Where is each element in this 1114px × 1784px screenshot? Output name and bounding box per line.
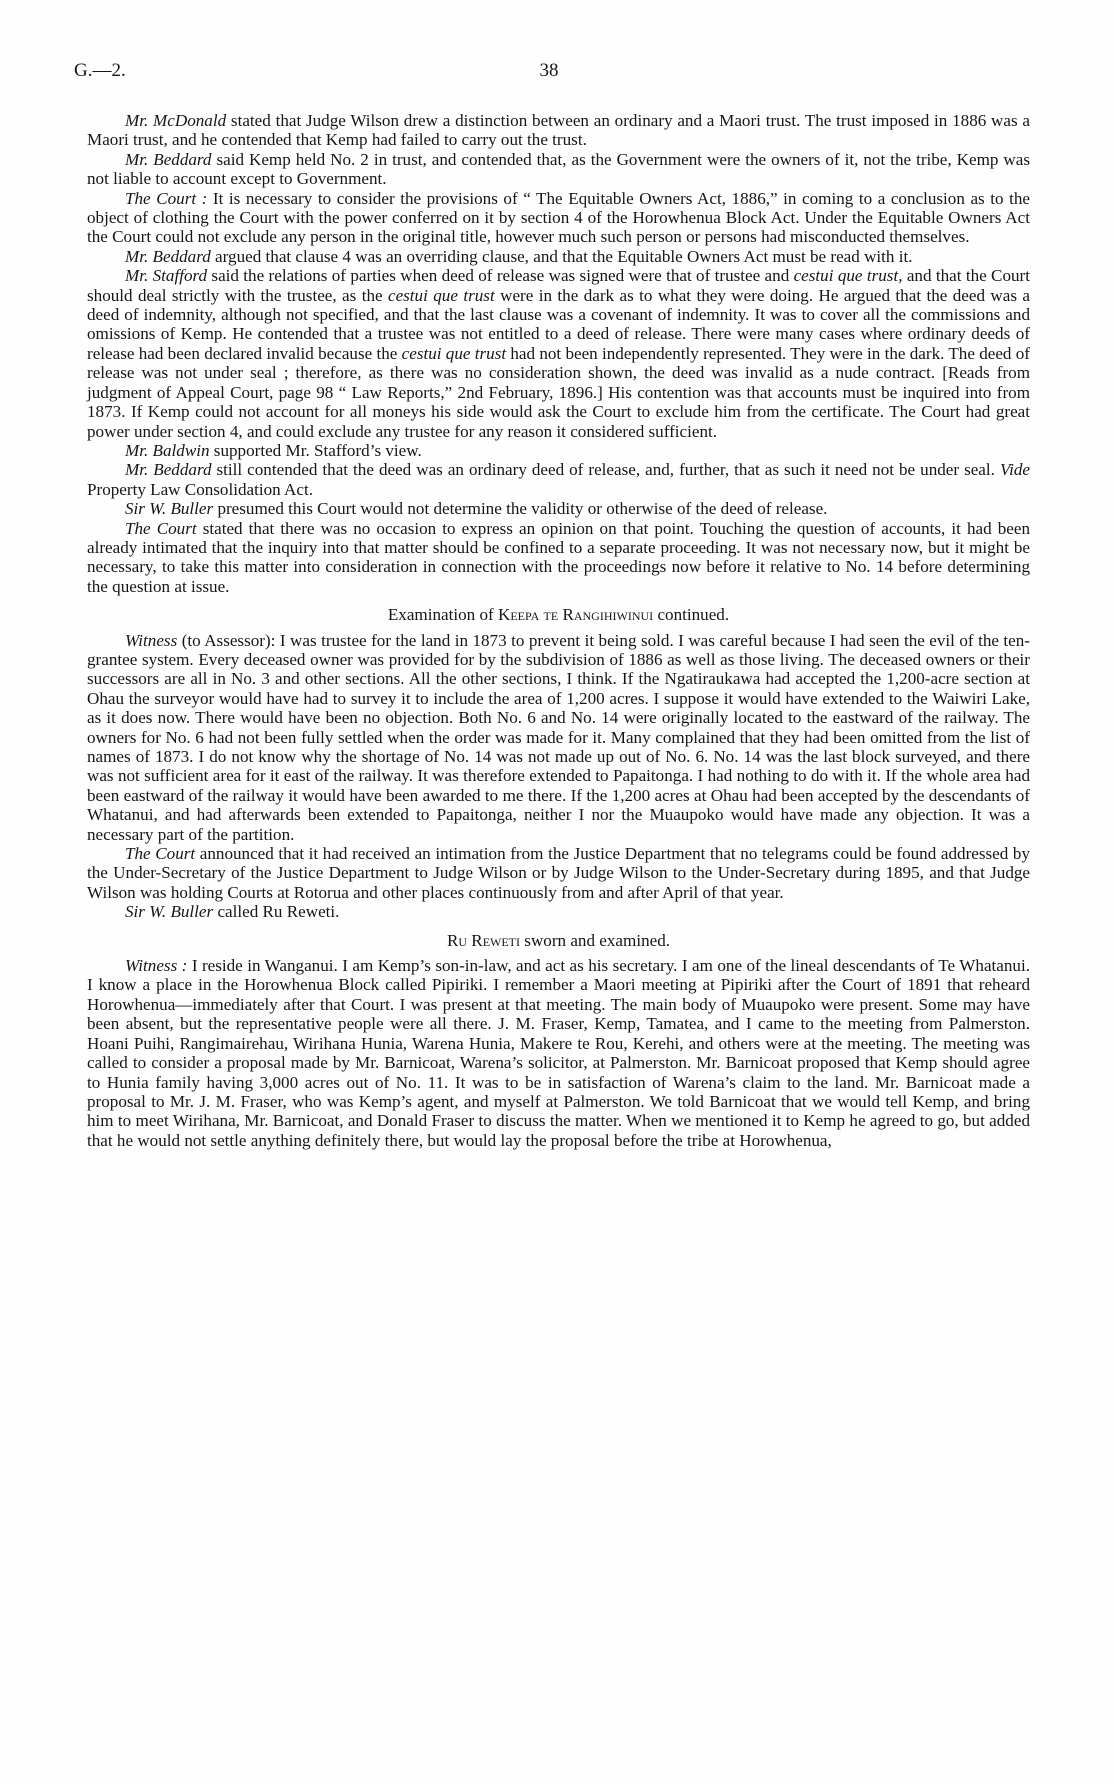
paragraph-text: presumed this Court would not determine the validity or otherwise of the deed of release. [213,499,828,519]
paragraph-text: It is necessary to consider the provisions of “ The Equitable Owners Act, 1886,” in coming to a conclusion as to the object of clothing the Court with the power conferred on it by section 4 of the Horowhenua Block Act. Under the Equitable Owners Act the Court could not exclude any person in the original title, however much such person or persons had misconducted themselves. [87,188,1030,247]
paragraph-text: called Ru Reweti. [213,902,340,922]
witness-name: Keepa te Rangihiwinui [498,605,654,625]
speaker-name: Mr. Beddard [125,460,212,480]
italic-phrase: Vide [999,460,1030,480]
speaker-name: Witness : [125,956,188,976]
paragraph-text: Property Law Consolidation Act. [87,479,313,499]
speaker-name: The Court [125,518,197,538]
paragraph-buller [87,499,1030,518]
paragraph-text: had not been independently represented. They were in the dark. The deed of release was not under seal ; therefore, as there was no consideration shown, the deed was invalid as a nude contract. [Reads from judgment of Appeal Court, page 98 “ Law Reports,” 2nd February, 1896.] His contention was that accounts must be inquired into from 1873. If Kemp could not account for all moneys his side would ask the Court to exclude him from the certificate. The Court had great power under section 4, and could exclude any trustee for any reason it considered sufficient. [87,343,1030,441]
paragraph-court [87,519,1030,597]
speaker-name: Mr. Stafford [125,266,208,286]
paragraph-text: still contended that the deed was an ordinary deed of release, and, further, that as such it need not be under seal. [211,460,1000,480]
witness-name: Ru Reweti [446,930,521,950]
paragraph-beddard [87,150,1030,189]
paragraph-text: announced that it had received an intimation from the Justice Department that no telegrams could be found addressed by the Under-Secretary of the Justice Department to Judge Wilson or by Judge Wilson to the Under-Secretary during 1895, and that Judge Wilson was holding Courts at Rotorua and other places continuously from and after April of that year. [87,844,1030,902]
paragraph-beddard [87,460,1030,499]
italic-phrase: cestui que trust [387,285,495,305]
paragraph-baldwin [87,441,1030,460]
speaker-name: The Court [125,844,196,864]
page-header [74,60,1024,84]
paragraph-text: stated that Judge Wilson drew a distinction between an ordinary and a Maori trust. The trust imposed in 1886 was a Maori trust, and he contended that Kemp had failed to carry out the trust. [87,111,1030,150]
page-number: 38 [539,60,559,81]
italic-phrase: cestui que trust, [793,266,903,286]
paragraph-text: argued that clause 4 was an overriding clause, and that the Equitable Owners Act must be read with it. [210,246,913,266]
paragraph-witness [87,956,1030,1150]
paragraph-beddard [87,247,1030,266]
paragraph-text: and that the Court should deal strictly with the trustee, as the [87,266,1030,305]
paragraph-text: I reside in Wanganui. I am Kemp’s son-in-law, and act as his secretary. I am one of the lineal descendants of Te Whatanui. I know a place in the Horowhenua Block called Pipiriki. I remember a Maori meeting at Pipiriki after the Court of 1891 that reheard Horowhenua—immediately after that Court. I was present at that meeting. The main body of Muaupoko were present. Some may have been absent, but the representative people were all there. J. M. Fraser, Kemp, Tamatea, and I came to the meeting from Palmerston. Hoani Puihi, Rangimairehau, Wirihana Hunia, Warena Hunia, Makere te Rou, Kerehi, and others were at the meeting. The meeting was called to consider a proposal made by Mr. Barnicoat, Warena’s solicitor, at Palmerston. Mr. Barnicoat proposed that Kemp should agree to Hunia family having 3,000 acres out of No. 11. It was to be in satisfaction of Warena’s claim to the land. Mr. Barnicoat made a proposal to Mr. J. M. Fraser, who was Kemp’s agent, and myself at Palmerston. We told Barnicoat that we would tell Kemp, and bring him to meet Wirihana, Mr. Barnicoat, and Donald Fraser to discuss the matter. When we mentioned it to Kemp he agreed to go, but added that he would not settle anything definitely there, but would lay the proposal before the tribe at Horowhenua, [87,956,1030,1150]
paragraph-witness [87,631,1030,844]
document-reference: G.—2. [74,60,126,81]
speaker-name: Sir W. Buller [125,902,214,922]
paragraph-text: (to Assessor): I was trustee for the land in 1873 to prevent it being sold. I was careful because I had seen the evil of the ten-grantee system. Every deceased owner was provided for by the subdivision of 1886 as well as those living. The deceased owners or their successors are all in No. 3 and other sections. All the other sections, I think. If the Ngatiraukawa had accepted the 1,200-acre section at Ohau the surveyor would have had to survey it to include the area of 1,200 acres. I suppose it would have extended to the Waiwiri Lake, as it does now. There would have been no objection. Both No. 6 and No. 14 were originally located to the eastward of the railway. The owners for No. 6 had not been fully settled when the order was made for it. Many complained that they had been omitted from the list of names of 1873. I do not know why the shortage of No. 14 was not made up out of No. 6. No. 14 was the last block surveyed, and there was not sufficient area for it east of the railway. It was therefore extended to Papaitonga. I had nothing to do with it. If the whole area had been eastward of the railway it would have been awarded to me there. If the 1,200 acres at Ohau had been accepted by the descendants of Whatanui, and had afterwards been extended to Papaitonga, neither I nor the Muaupoko would have made any objection. It was a necessary part of the partition. [87,630,1030,844]
paragraph-text: stated that there was no occasion to express an opinion on that point. Touching the question of accounts, it had been already intimated that the inquiry into that matter should be confined to a separate proceeding. It was not necessary now, but it might be necessary, to take this matter into consideration in connection with the proceedings now before it relative to No. 14 before determining the question at issue. [87,518,1030,596]
paragraph-court [87,844,1030,902]
paragraph-mcdonald [87,111,1030,150]
speaker-name: Mr. Baldwin [125,440,210,460]
speaker-name: Mr. Beddard [125,149,212,169]
italic-phrase: cestui que trust [401,343,507,363]
paragraph-buller [87,902,1030,921]
paragraph-court [87,189,1030,247]
paragraph-text: said the relations of parties when deed of release was signed were that of trustee and [207,266,794,286]
speaker-name: Mr. Beddard [125,246,211,266]
paragraph-text: supported Mr. Stafford’s view. [209,440,422,460]
paragraph-text: were in the dark as to what they were doing. He argued that the deed was a deed of indemnity, although not specified, and that the last clause was a covenant of indemnity. It was to cover all the commissions and omissions of Kemp. He contended that a trustee was not entitled to a deed of release. There were many cases where ordinary deeds of release had been declared invalid because the [87,285,1030,363]
paragraph-stafford [87,266,1030,441]
speaker-name: Mr. McDonald [125,111,227,130]
document-body [87,111,1030,1150]
speaker-name: Sir W. Buller [125,499,214,519]
paragraph-text: said Kemp held No. 2 in trust, and contended that, as the Government were the owners of it, not the tribe, Kemp was not liable to account except to Government. [87,149,1030,189]
section-heading: Examination of Keepa te Rangihiwinui continued. [387,605,730,625]
section-heading: Ru Reweti sworn and examined. [446,930,671,950]
speaker-name: The Court : [125,188,208,208]
speaker-name: Witness [125,630,178,650]
